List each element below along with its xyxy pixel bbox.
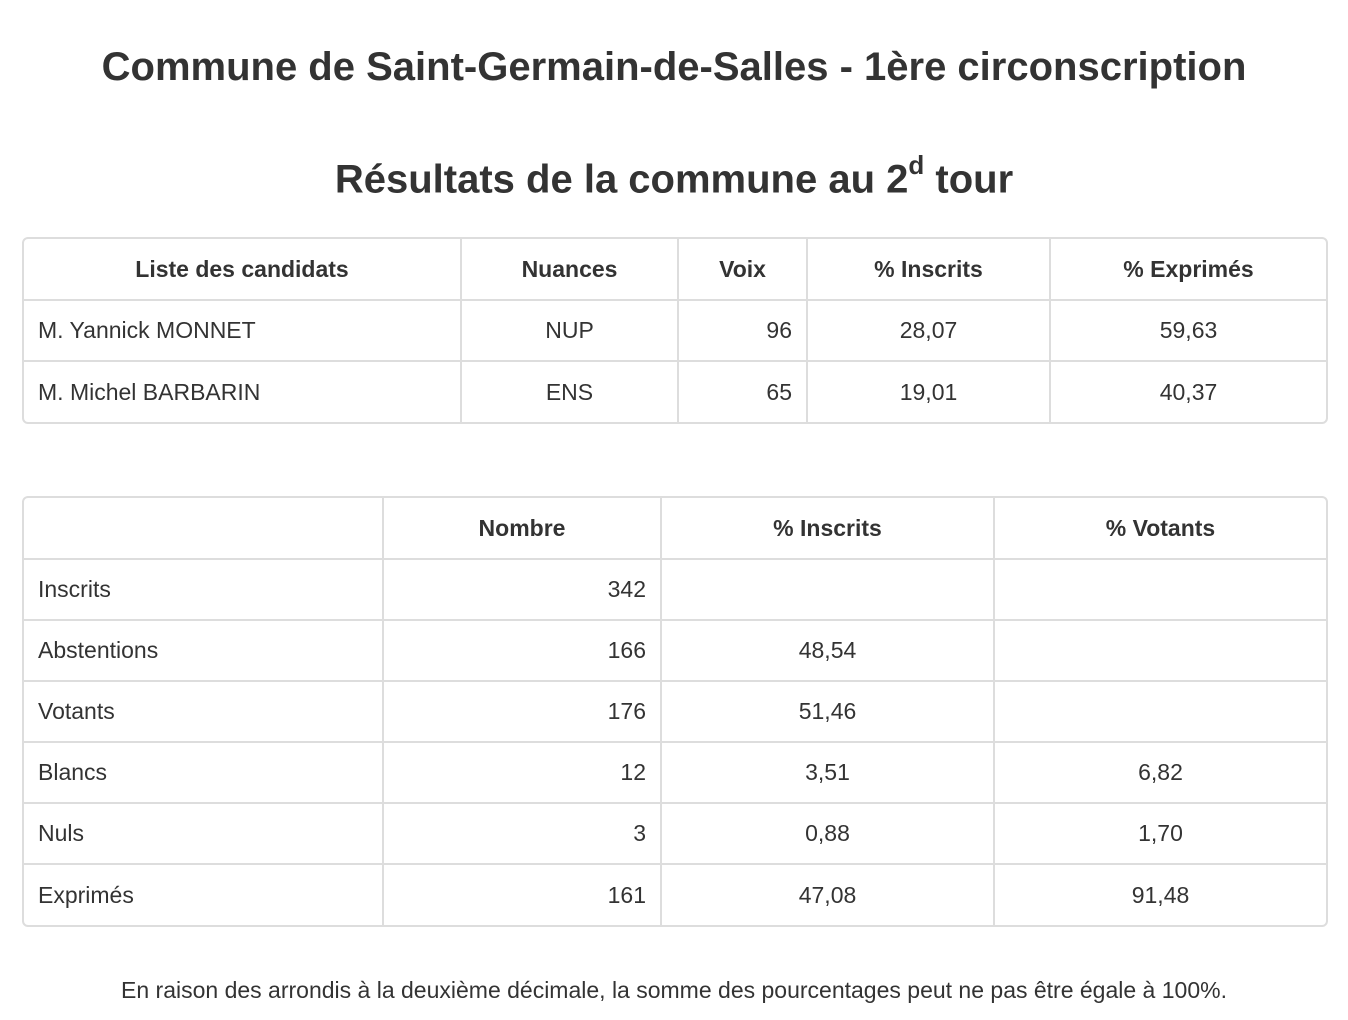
header-pct-inscrits: % Inscrits [661,498,994,559]
table-row [24,559,1326,620]
stats-header-row [24,498,1326,559]
stat-pct-inscrits: 48,54 [661,620,994,681]
header-nombre: Nombre [383,498,661,559]
round-title-prefix: Résultats de la commune au 2 [334,157,909,202]
candidates-table [24,239,1326,422]
stat-pct-votants: 91,48 [1131,881,1190,908]
stat-nombre: 161 [383,864,661,925]
candidate-pct-exprimes: 40,37 [1159,378,1218,405]
table-row [24,742,1326,803]
stats-table [24,498,1326,925]
header-pct-inscrits: % Inscrits [807,239,1050,300]
table-row [24,864,1326,925]
candidates-header-row [24,239,1326,300]
header-pct-votants: % Votants [994,498,1326,559]
candidate-voix: 96 [678,300,807,361]
table-row [24,803,1326,864]
header-pct-exprimes: % Exprimés [1050,239,1326,300]
candidate-nuance: ENS [461,361,678,422]
stat-pct-inscrits: 51,46 [661,681,994,742]
header-empty [24,498,383,559]
stat-label: Nuls [24,803,383,864]
stat-pct-votants: 6,82 [994,742,1326,803]
stat-pct-votants [994,620,1326,681]
candidate-voix: 65 [678,361,807,422]
table-row [24,681,1326,742]
stat-pct-inscrits: 0,88 [661,803,994,864]
stat-nombre: 166 [383,620,661,681]
candidate-pct-inscrits: 28,07 [807,300,1050,361]
table-row [24,620,1326,681]
header-liste-candidats: Liste des candidats [24,239,461,300]
stat-label: Votants [24,681,383,742]
candidate-nuance: NUP [461,300,678,361]
table-row [24,300,1326,361]
header-nuances: Nuances [461,239,678,300]
stat-pct-votants: 1,70 [994,803,1326,864]
round-title-superscript: d [908,150,925,180]
rounding-footnote: En raison des arrondis à la deuxième décimale, la somme des pourcentages peut ne pas être égale à 100%. [121,977,1227,1003]
stat-nombre: 176 [383,681,661,742]
round-title-suffix: tour [924,157,1014,202]
candidate-pct-inscrits: 19,01 [807,361,1050,422]
stat-nombre: 342 [383,559,661,620]
stat-pct-inscrits: 47,08 [661,864,994,925]
stat-nombre: 12 [383,742,661,803]
candidates-table-container [22,237,1328,424]
header-voix: Voix [678,239,807,300]
table-row [24,361,1326,422]
round-title [0,143,1348,205]
stat-pct-inscrits [661,559,994,620]
candidate-name: M. Yannick MONNET [24,300,461,361]
stat-nombre: 3 [383,803,661,864]
stat-pct-inscrits: 3,51 [661,742,994,803]
stats-table-container [22,496,1328,927]
stat-label: Abstentions [24,620,383,681]
stat-label: Blancs [24,742,383,803]
stat-label: Inscrits [24,559,383,620]
candidate-pct-exprimes: 59,63 [1050,300,1326,361]
commune-title: Commune de Saint-Germain-de-Salles - 1ère circonscription [101,45,1247,89]
candidate-name: M. Michel BARBARIN [24,361,461,422]
stat-pct-votants [994,559,1326,620]
stat-label: Exprimés [24,864,383,925]
stat-pct-votants [994,681,1326,742]
